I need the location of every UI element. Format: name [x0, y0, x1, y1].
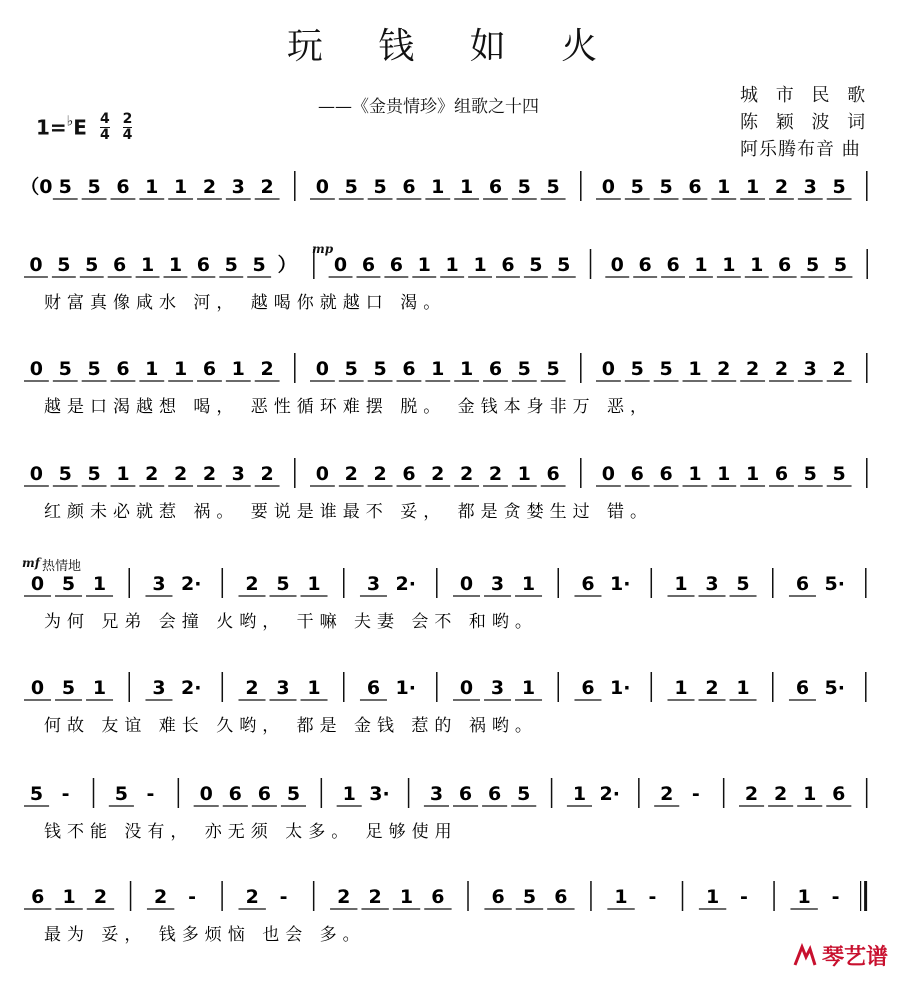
note: 2: [344, 463, 358, 485]
note: 1: [460, 358, 474, 380]
note: 2: [744, 783, 759, 805]
note: 0: [199, 783, 213, 805]
note: 5: [659, 176, 673, 198]
note: 1: [231, 358, 245, 380]
note: 5: [630, 358, 644, 380]
note: 6: [402, 358, 416, 380]
note: 3·: [369, 783, 390, 805]
note: 0: [333, 254, 348, 276]
note: 2: [705, 677, 719, 699]
note: 3: [803, 358, 817, 380]
note: 5: [803, 463, 817, 485]
note: 3: [803, 176, 817, 198]
note: 5: [344, 358, 358, 380]
note: 2: [93, 886, 108, 908]
note: 2: [260, 463, 274, 485]
note: 2: [260, 358, 274, 380]
note: 6: [666, 254, 680, 276]
time-signature-1: $\frac{4}{4}$: [99, 111, 110, 143]
note: 5: [517, 358, 531, 380]
note: 0: [601, 176, 616, 198]
note: 5: [833, 254, 848, 276]
note: 0: [601, 463, 616, 485]
note: 1: [168, 254, 183, 276]
note: 5: [286, 783, 301, 805]
note: -: [279, 886, 288, 908]
note: 5: [736, 573, 750, 595]
note: 2·: [599, 783, 620, 805]
note: 2: [245, 677, 259, 699]
note: 6: [491, 886, 505, 908]
note: 6: [501, 254, 515, 276]
note: 2: [460, 463, 474, 485]
note: 5: [832, 463, 846, 485]
note: 1: [116, 463, 130, 485]
note: 5: [61, 677, 76, 699]
key-flat: ♭: [66, 113, 74, 130]
note: 5: [87, 176, 101, 198]
note: 5: [276, 573, 290, 595]
note: 6: [402, 176, 416, 198]
note: 1: [688, 463, 702, 485]
note: 0: [29, 254, 43, 276]
note: 6: [116, 358, 130, 380]
note: 6: [113, 254, 127, 276]
note: 0: [29, 358, 44, 380]
note: 1·: [610, 573, 631, 595]
note: 2: [154, 886, 168, 908]
note: 5: [557, 254, 571, 276]
note: 6: [688, 176, 702, 198]
note: 1: [92, 677, 107, 699]
note: 1·: [395, 677, 417, 699]
note: 6: [581, 677, 595, 699]
note: 5: [29, 783, 44, 805]
note: 1: [750, 254, 764, 276]
note: 3: [490, 573, 505, 595]
note: 3: [152, 573, 166, 595]
note: -: [61, 783, 70, 805]
note: 1: [473, 254, 487, 276]
note: 1: [717, 176, 731, 198]
note: 1: [797, 886, 811, 908]
note: 5: [659, 358, 673, 380]
note: 1: [342, 783, 356, 805]
note: 6: [361, 254, 376, 276]
note: 5: [546, 176, 560, 198]
note: 3: [276, 677, 290, 699]
note: 6: [488, 176, 503, 198]
note: 0: [30, 677, 45, 699]
note: 2: [245, 886, 259, 908]
note: 1: [674, 677, 688, 699]
note: 5: [832, 176, 846, 198]
note: 0: [315, 463, 330, 485]
note: 1: [517, 463, 531, 485]
note: 1: [674, 573, 688, 595]
note: 2·: [395, 573, 417, 595]
note: 6: [458, 783, 473, 805]
lyrics-line: 越是口渴越想 喝， 恶性循环难摆 脱。 金钱本身非万 恶，: [44, 397, 654, 417]
note: 0: [459, 573, 474, 595]
note: 1: [145, 358, 159, 380]
note: 2: [717, 358, 731, 380]
note: 5·: [824, 677, 846, 699]
note: 6: [31, 886, 45, 908]
note: 5: [87, 358, 101, 380]
note: -: [146, 783, 155, 805]
note: -: [740, 886, 748, 908]
note: 3: [490, 677, 505, 699]
note: 1: [694, 254, 708, 276]
note: 6: [795, 573, 810, 595]
note: 5: [630, 176, 644, 198]
note: 1: [399, 886, 414, 908]
note: 5: [522, 886, 537, 908]
note: 3: [705, 573, 719, 595]
expression-text: 热情地: [42, 559, 82, 574]
note: 6: [196, 254, 210, 276]
note: 5: [57, 254, 71, 276]
note: 3: [429, 783, 444, 805]
note: 1: [145, 176, 159, 198]
song-title: 玩 钱 如 火: [286, 26, 620, 67]
credit-lyricist: 陈 颖 波 词: [740, 112, 872, 133]
note: 2: [660, 783, 674, 805]
credit-composer: 阿乐腾布音 曲: [740, 139, 861, 160]
note: 2: [488, 463, 503, 485]
lyrics-line: 钱不能 没有， 亦无须 太多。 足够使用: [44, 822, 458, 842]
note: 2: [145, 463, 159, 485]
note: 2: [202, 176, 217, 198]
note: 1: [307, 573, 321, 595]
note: 0: [601, 358, 616, 380]
note: 1: [736, 677, 750, 699]
note: 1: [803, 783, 817, 805]
note: 6: [554, 886, 568, 908]
note: 6: [402, 463, 416, 485]
watermark-logo: [792, 940, 888, 971]
note: 2: [832, 358, 846, 380]
note: 1: [722, 254, 736, 276]
note: 1: [174, 358, 188, 380]
note: 1: [92, 573, 107, 595]
note: 6: [228, 783, 242, 805]
note: 5: [252, 254, 266, 276]
note: 5: [546, 358, 560, 380]
note: 6: [366, 677, 381, 699]
dynamic-mf: mf: [22, 556, 40, 570]
note: 5: [224, 254, 238, 276]
note: 5: [344, 176, 358, 198]
note: 1: [688, 358, 702, 380]
dynamic-mp: mp: [312, 242, 334, 256]
note: 6: [116, 176, 130, 198]
note: 2: [774, 176, 789, 198]
note: 1: [307, 677, 321, 699]
note: 6: [488, 358, 503, 380]
lyrics-line: 红颜未必就惹 祸。 要说是谁最不 妥， 都是贪婪生过 错。: [44, 502, 654, 522]
note: 5: [61, 573, 76, 595]
note: 3: [366, 573, 381, 595]
credit-genre: 城 市 民 歌: [740, 85, 872, 106]
logo-icon: [792, 943, 818, 969]
note: 1: [521, 573, 536, 595]
note: 2: [174, 463, 188, 485]
note: 2: [245, 573, 259, 595]
note: 1: [746, 176, 760, 198]
note: 3: [231, 176, 245, 198]
note: 6: [638, 254, 652, 276]
note: 5: [58, 463, 72, 485]
note: 6: [795, 677, 810, 699]
note: 3: [231, 463, 245, 485]
note: 2·: [181, 677, 202, 699]
note: 2: [774, 358, 789, 380]
note: 6: [389, 254, 403, 276]
note: 5: [114, 783, 128, 805]
note: 5: [517, 783, 531, 805]
note: 5: [85, 254, 99, 276]
lyrics-line: 财富真像咸水 河， 越喝你就越口 渴。: [44, 293, 447, 313]
lyrics-line: 何故 友谊 难长 久哟， 都是 金钱 惹的 祸哟。: [44, 716, 538, 736]
note: 2: [373, 463, 387, 485]
lyrics-line: 为何 兄弟 会撞 火哟， 干嘛 夫妻 会不 和哟。: [44, 612, 538, 632]
note: 0: [29, 463, 44, 485]
note: 2: [260, 176, 274, 198]
note: 2: [431, 463, 445, 485]
note: ）: [277, 254, 297, 276]
note: 0: [315, 358, 330, 380]
note: （0: [20, 176, 53, 198]
note: 2: [746, 358, 760, 380]
note: 2: [202, 463, 217, 485]
note: 1: [445, 254, 459, 276]
note: 5: [373, 176, 387, 198]
note: 6: [202, 358, 217, 380]
note: 0: [610, 254, 624, 276]
note: 1: [746, 463, 760, 485]
note: 2: [774, 783, 788, 805]
note: 1: [417, 254, 431, 276]
song-subtitle: ——《金贵情珍》组歌之十四: [318, 97, 539, 117]
note: 1: [431, 176, 445, 198]
note: 1: [174, 176, 188, 198]
note: -: [691, 783, 700, 805]
note: 1: [717, 463, 731, 485]
note: 2: [368, 886, 382, 908]
note: 5: [529, 254, 543, 276]
note: 1: [140, 254, 155, 276]
note: 0: [30, 573, 45, 595]
note: 1: [460, 176, 474, 198]
note: 0: [459, 677, 474, 699]
note: 5: [58, 358, 72, 380]
note: 6: [832, 783, 846, 805]
note: 6: [257, 783, 271, 805]
note: 1·: [610, 677, 631, 699]
note: 6: [546, 463, 560, 485]
note: 6: [774, 463, 789, 485]
note: 2·: [181, 573, 202, 595]
note: 5·: [824, 573, 846, 595]
lyrics-line: 最为 妥， 钱多烦恼 也会 多。: [44, 925, 366, 945]
note: 0: [315, 176, 330, 198]
note: 3: [152, 677, 166, 699]
time-signature-2: $\frac{2}{4}$: [122, 111, 133, 143]
note: -: [648, 886, 657, 908]
note: 1: [705, 886, 720, 908]
note: 6: [431, 886, 445, 908]
key-prefix: 1=: [36, 115, 67, 140]
note: 2: [337, 886, 351, 908]
note: 6: [659, 463, 673, 485]
note: 1: [62, 886, 76, 908]
note: -: [188, 886, 196, 908]
note: -: [831, 886, 840, 908]
logo-text: 琴艺谱: [822, 945, 889, 970]
note: 1: [431, 358, 445, 380]
note: 6: [630, 463, 644, 485]
key-note: E: [73, 115, 87, 140]
note: 1: [521, 677, 536, 699]
note: 6: [581, 573, 595, 595]
note: 1: [572, 783, 587, 805]
note: 5: [805, 254, 820, 276]
note: 5: [373, 358, 387, 380]
note: 6: [488, 783, 502, 805]
note: 1: [614, 886, 628, 908]
note: 5: [58, 176, 72, 198]
note: 5: [517, 176, 531, 198]
note: 5: [87, 463, 101, 485]
note: 6: [778, 254, 792, 276]
